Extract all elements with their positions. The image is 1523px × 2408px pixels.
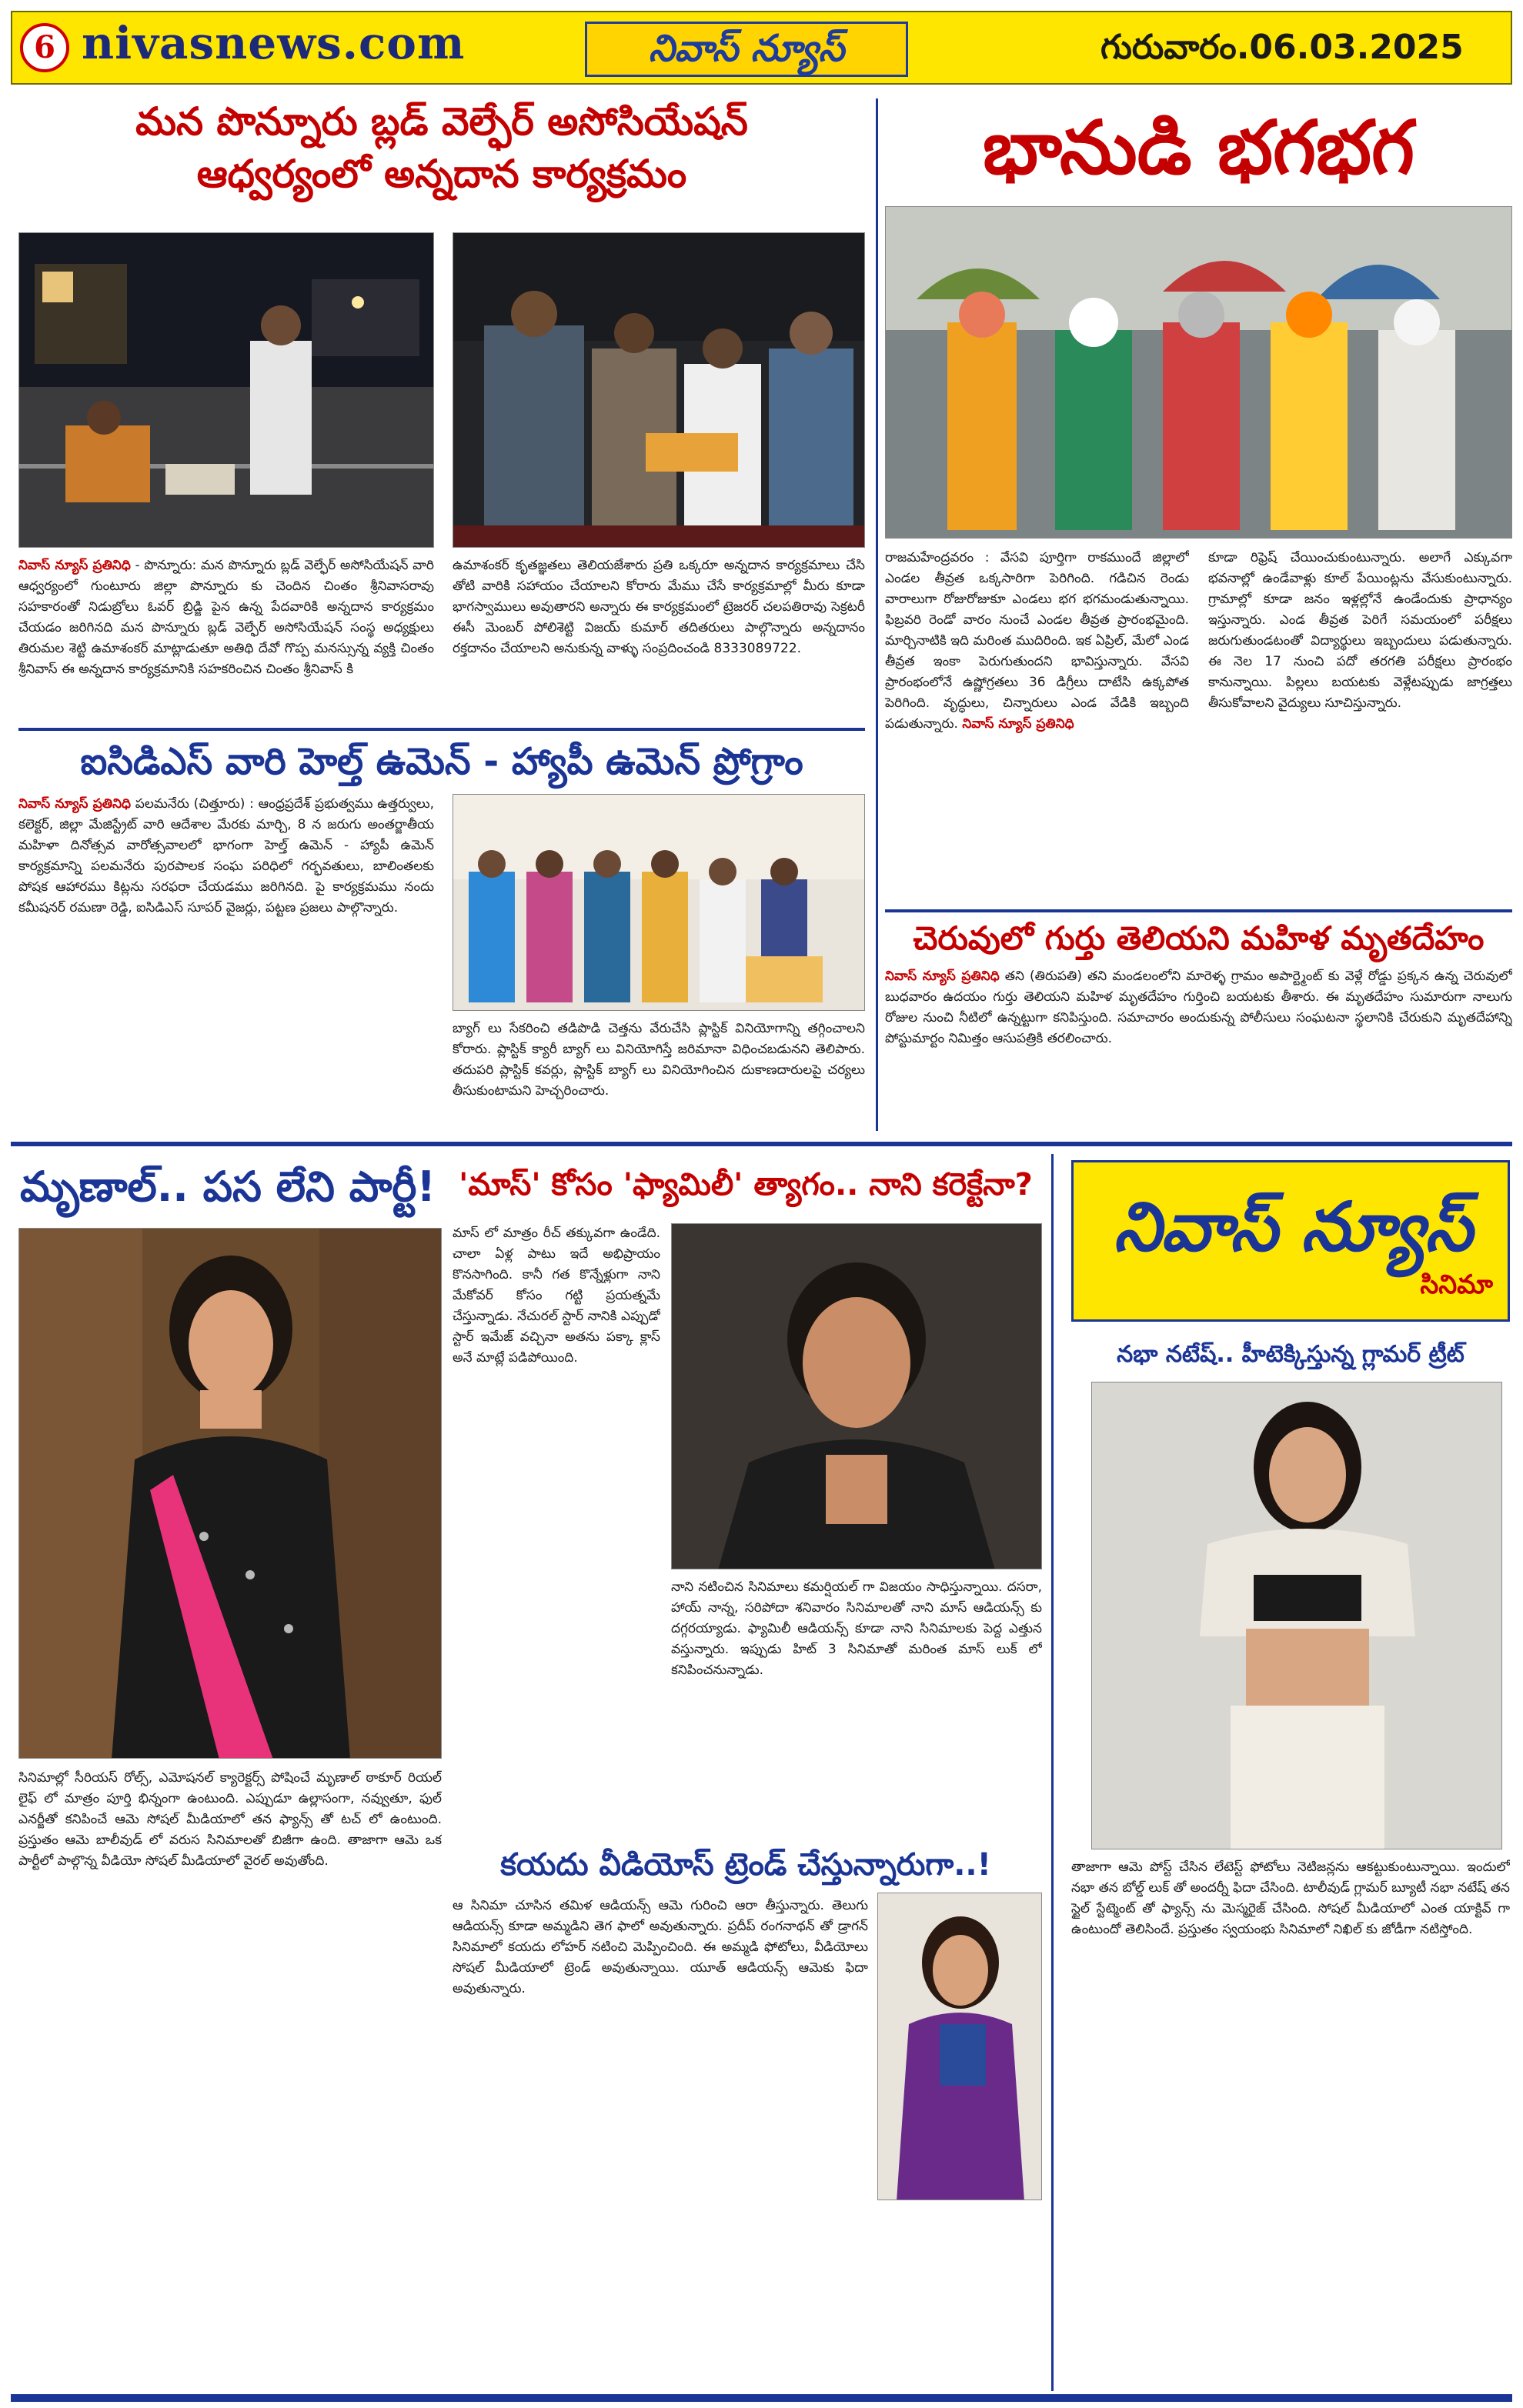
- column-divider-2: [1051, 1154, 1054, 2391]
- cinema-section-logo: నివాస్ న్యూస్: [1113, 1187, 1473, 1266]
- story2-headline: భానుడి భగభగ: [983, 105, 1414, 191]
- footer-bar: [11, 2394, 1512, 2402]
- story7-headline: కయదు వీడియోస్ ట్రెండ్ చేస్తున్నారుగా..!: [500, 1847, 991, 1883]
- story1-body-right: ఉమాశంకర్ కృతజ్ఞతలు తెలియజేశారు ప్రతి ఒక్కరూ అన్నదాన కార్యక్రమాలు చేసి తోటి వారికి సహాయం చేయాలని కోరారు మేము చేసే కార్యక్రమాల్లో మీరు కూడా భాగస్వాములు అవుతారని అన్నారు ఈ కార్యక్రమంలో ట్రెజరర్ చలపతిరావు సెక్రటరీ ఈసీ మెంబర్ పోలిశెట్టి విజయ్ కుమార్ తదితరులు పాల్గొన్నారు అన్నదానం రక్తదానం చేయాలని అనుకున్న వాళ్ళు సంప్రదించండి 8333089722.: [453, 558, 865, 656]
- story1-body-left: నివాస్ న్యూస్ ప్రతినిధి - పొన్నూరు: మన పొన్నూరు బ్లడ్ వెల్ఫేర్ అసోసియేషన్ వారి ఆధ్వర్యంలో గుంటూరు జిల్లా పొన్నూరు కు చెందిన చింతం శ్రీనివాసరావు సహకారంతో నిడుబ్రోలు ఓవర్ బ్రిడ్జి పైన ఉన్న పేదవారికి అన్నదాన కార్యక్రమం చేయడం జరిగినది మన పొన్నూరు బ్లడ్ వెల్ఫేర్ అసోసియేషన్ సంస్థ అధ్యక్షులు తిరుమల శెట్టి ఉమాశంకర్ మాట్లాడుతూ అతిథి దేవో గొప్ప మనస్సున్న వ్యక్తి చింతం శ్రీనివాస్ ఈ అన్నదాన కార్యక్రమానికి సహకరించిన చింతం శ్రీనివాస్ కి: [18, 558, 434, 677]
- story1-photo-left: [18, 232, 434, 548]
- story1-photo-right: [453, 232, 865, 548]
- cinema-section-tag: సినిమా: [1420, 1269, 1493, 1300]
- story3-byline: నివాస్ న్యూస్ ప్రతినిధి: [18, 796, 132, 812]
- story1-byline: నివాస్ న్యూస్ ప్రతినిధి: [18, 558, 131, 573]
- story5-body: సినిమాల్లో సీరియస్ రోల్స్, ఎమోషనల్ క్యారెక్టర్స్ పోషించే మృణాల్ ఠాకూర్ రియల్ లైఫ్ లో మాత్రం పూర్తి భిన్నంగా ఉంటుంది. ఎప్పుడూ ఉల్లాసంగా, నవ్వుతూ, ఫుల్ ఎనర్జీతో కనిపించే ఆమె సోషల్ మీడియాలో తన ఫ్యాన్స్ తో టచ్ లో ఉంటుంది. ప్రస్తుతం ఆమె బాలీవుడ్ లో వరుస సినిమాలతో బిజీగా ఉంది. తాజాగా ఆమె ఒక పార్టీలో పాల్గొన్న వీడియో సోషల్ మీడియాలో వైరల్ అవుతోంది.: [18, 1770, 442, 1869]
- column-divider: [876, 98, 878, 1131]
- story4-byline: నివాస్ న్యూస్ ప్రతినిధి: [885, 969, 1000, 984]
- story6-photo: [671, 1223, 1042, 1569]
- story8-body: తాజాగా ఆమె పోస్ట్ చేసిన లేటెస్ట్ ఫోటోలు నెటిజన్లను ఆకట్టుకుంటున్నాయి. ఇందులో నభా తన బోల్డ్ లుక్ తో అందర్నీ ఫిదా చేసింది. టాలీవుడ్ గ్లామర్ బ్యూటీ నభా నటేష్ తన స్టైల్ స్టేట్మెంట్ తో ఫ్యాన్స్ ను మెస్మరైజ్ చేసింది. సోషల్ మీడియాలో ఎంత యాక్టివ్ గా ఉంటుందో తెలిసిందే. ప్రస్తుతం స్వయంభు సినిమాలో నిఖిల్ కు జోడీగా నటిస్తోంది.: [1071, 1859, 1510, 1937]
- story4-body: నివాస్ న్యూస్ ప్రతినిధి తని (తిరుపతి) తని మండలంలోని మారెళ్ళ గ్రామం అపార్ట్మెంట్ కు వెళ్లే రోడ్డు ప్రక్కన ఉన్న చెరువులో బుధవారం ఉదయం గుర్తు తెలియని మహిళ మృతదేహం గుర్తించి బయటకు తీశారు. ఈ మృతదేహం సుమారుగా నాలుగు రోజుల నుంచి నీటిలో ఉన్నట్టుగా కనిపిస్తుంది. సమాచారం అందుకున్న పోలీసులు సంఘటనా స్థలానికి చేరుకుని మృతదేహాన్ని పోస్టుమార్టం నిమిత్తం ఆసుపత్రికి తరలించారు.: [885, 969, 1512, 1046]
- story7-body: ఆ సినిమా చూసిన తమిళ ఆడియన్స్ ఆమె గురించి ఆరా తీస్తున్నారు. తెలుగు ఆడియన్స్ కూడా అమ్మడిని తెగ ఫాలో అవుతున్నారు. ప్రదీప్ రంగనాథన్ తో డ్రాగన్ సినిమాలో కయదు లోహర్ నటించి మెప్పించింది. ఈ అమ్మడి ఫోటోలు, వీడియోలు సోషల్ మీడియాలో ట్రెండ్ అవుతున్నాయి. యూత్ ఆడియన్స్ ఆమెకు ఫిదా అవుతున్నారు.: [453, 1898, 868, 1996]
- story3-body-left: నివాస్ న్యూస్ ప్రతినిధి పలమనేరు (చిత్తూరు) : ఆంధ్రప్రదేశ్ ప్రభుత్వము ఉత్తర్వులు, కలెక్టర్, జిల్లా మేజిస్ట్రేట్ వారి ఆదేశాల మేరకు మార్చి, 8 న జరుగు అంతర్జాతీయ మహిళా దినోత్సవ వారోత్సవాలలో భాగంగా హెల్త్ ఉమెన్ - హ్యాపీ ఉమెన్ కార్యక్రమాన్ని పలమనేరు పురపాలక సంఘ పరిధిలో గర్భవతులు, బాలింతలకు పోషక ఆహారము కిట్లను సరఫరా చేయడము జరిగినది. పై కార్యక్రమము నందు కమీషనర్ రమణా రెడ్డి, ఐసిడిఎస్ సూపర్ వైజర్లు, పట్టణ ప్రజలు పాల్గొన్నారు.: [18, 796, 434, 916]
- story2-byline: నివాస్ న్యూస్ ప్రతినిధి: [962, 716, 1074, 732]
- story6-body-col1: మాస్ లో మాత్రం రీచ్ తక్కువగా ఉండేది. చాలా ఏళ్ల పాటు ఇదే అభిప్రాయం కొనసాగింది. కానీ గత కొన్నేళ్లుగా నాని మేకోవర్ కోసం గట్టి ప్రయత్నమే చేస్తున్నాడు. నేచురల్ స్టార్ నానికి ఎప్పుడో స్టార్ ఇమేజ్ వచ్చినా అతను పక్కా క్లాస్ అనే మాట్లే పడిపోయింది.: [453, 1226, 660, 1366]
- story8-headline: నభా నటేష్.. హీటెక్కిస్తున్న గ్లామర్ ట్రీట్: [1117, 1341, 1465, 1368]
- story6-body-col2: నాని నటించిన సినిమాలు కమర్షియల్ గా విజయం సాధిస్తున్నాయి. దసరా, హాయ్ నాన్న, సరిపోదా శనివారం సినిమాలతో నాని మాస్ ఆడియన్స్ కు దగ్గరయ్యాడు. ఫ్యామిలీ ఆడియన్స్ కూడా నాని సినిమాలకు పెద్ద ఎత్తున వస్తున్నారు. ఇప్పుడు హిట్ 3 సినిమాతో మరింత మాస్ లుక్ లో కనిపించనున్నాడు.: [671, 1579, 1042, 1678]
- issue-date: గురువారం.06.03.2025: [1101, 28, 1464, 67]
- story6-headline: 'మాస్' కోసం 'ఫ్యామిలీ' త్యాగం.. నాని కరెక్టేనా?: [459, 1167, 1033, 1202]
- story3-body-right: బ్యాగ్ లు సేకరించి తడిపొడి చెత్తను వేరుచేసి ప్లాస్టిక్ వినియోగాన్ని తగ్గించాలని కోరారు. ప్లాస్టిక్ క్యారీ బ్యాగ్ లు వినియోగిస్తే జరిమానా విధించబడునని తెలిపారు. తదుపరి ప్లాస్టిక్ కవర్లు, ప్లాస్టిక్ బ్యాగ్ లు వినియోగించిన దుకాణదారులపై చర్యలు తీసుకుంటామని హెచ్చరించారు.: [453, 1021, 865, 1099]
- story7-photo: [877, 1893, 1042, 2200]
- story3-headline: ఐసిడిఎస్ వారి హెల్త్ ఉమెన్ - హ్యాపీ ఉమెన్ ప్రోగ్రాం: [18, 737, 865, 786]
- story2-body-right: కూడా రిఫ్రెష్ చేయించుకుంటున్నారు. అలాగే ఎక్కువగా భవనాల్లో ఉండేవాళ్లు కూల్ పేయింట్లను వేసుకుంటున్నారు. గ్రామాల్లో కూడా జనం ఇళ్లల్లోనే ఉండేందుకు ప్రాధాన్యం ఇస్తున్నారు. ఎండ తీవ్రత పెరిగే సమయంలో పరీక్షలు జరుగుతుండటంతో విద్యార్థులు ఇబ్బందులు పడుతున్నారు. ఈ నెల 17 నుంచి పదో తరగతి పరీక్షలు ప్రారంభం కానున్నాయి. పిల్లలు బయటకు వెళ్లేటప్పుడు జాగ్రత్తలు తీసుకోవాలని వైద్యులు సూచిస్తున్నారు.: [1208, 550, 1512, 711]
- story4-headline: చెరువులో గుర్తు తెలియని మహిళ మృతదేహం: [885, 909, 1512, 960]
- story1-headline-line1: మన పొన్నూరు బ్లడ్ వెల్ఫేర్ అసోసియేషన్: [135, 99, 748, 144]
- story3-photo: [453, 794, 865, 1011]
- section-divider: [18, 728, 865, 731]
- paper-logo: నివాస్ న్యూస్: [585, 22, 908, 77]
- story2-photo: [885, 206, 1512, 539]
- story2-body-left: రాజమహేంద్రవరం : వేసవి పూర్తిగా రాకముందే జిల్లాలో ఎండల తీవ్రత ఒక్కసారిగా పెరిగింది. గడిచిన రెండు వారాలుగా రోజురోజుకూ ఎండలు భగ భగమండుతున్నాయి. ఫిబ్రవరి రెండో వారం నుంచే ఎండల తీవ్రత ప్రారంభమైంది. మార్చినాటికి ఇది మరింత ముదిరింది. ఇక ఏప్రిల్, మేలో ఎండ తీవ్రత ఇంకా పెరుగుతుందని భావిస్తున్నారు. వేసవి ప్రారంభంలోనే ఉష్ణోగ్రతలు 36 డిగ్రీలు దాటేసి ఉక్కపోత పెరిగింది. వృద్ధులు, చిన్నారులు ఎండ వేడికి ఇబ్బంది పడుతున్నారు. నివాస్ న్యూస్ ప్రతినిధి: [885, 550, 1189, 732]
- story5-headline: మృణాల్.. పస లేని పార్టీ!: [19, 1162, 436, 1211]
- page-divider: [11, 1142, 1512, 1146]
- page-number-badge: 6: [20, 23, 69, 72]
- story8-photo: [1091, 1382, 1502, 1849]
- story1-headline-line2: ఆధ్వర్యంలో అన్నదాన కార్యక్రమం: [196, 152, 687, 196]
- site-url[interactable]: nivasnews.com: [82, 17, 466, 69]
- story5-photo: [18, 1228, 442, 1759]
